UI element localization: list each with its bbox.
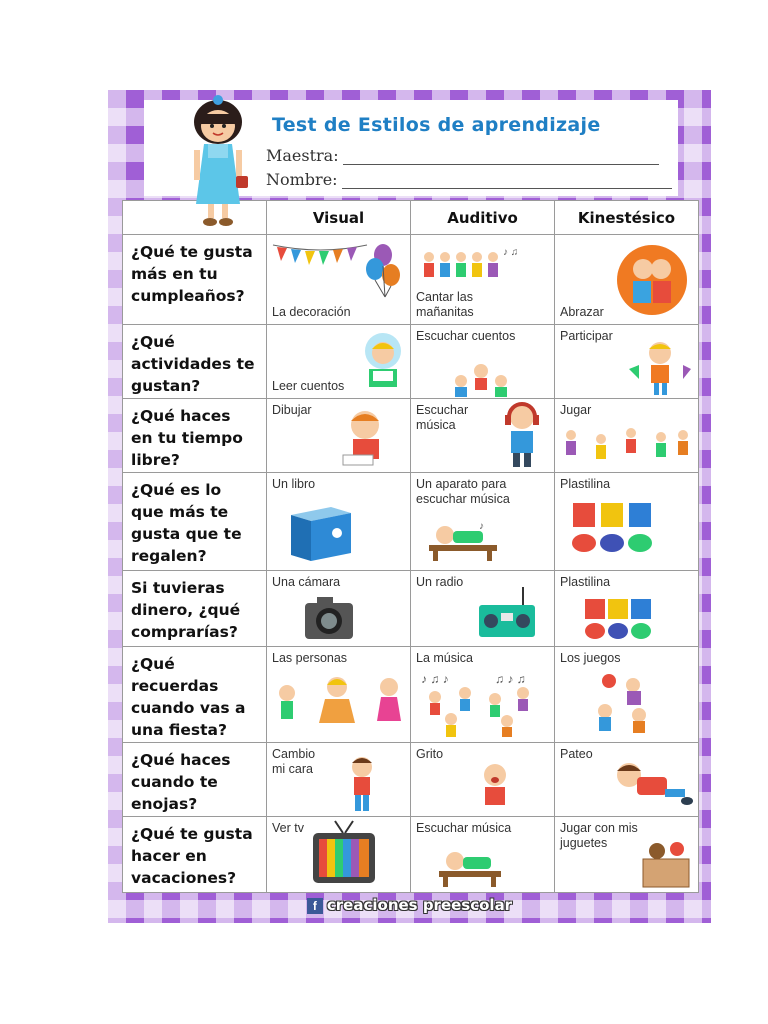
headphones-child-icon: [499, 401, 545, 471]
answer-text: Un radio: [416, 575, 464, 589]
question-cell: ¿Qué es lo que más te gusta que te regalen?: [123, 473, 267, 571]
answer-text: Escuchar música: [416, 403, 469, 432]
answer-text: Jugar con mis juguetes: [560, 821, 638, 850]
svg-text:♪ ♫ ♪: ♪ ♫ ♪: [421, 672, 449, 686]
footer-credit: [108, 896, 711, 915]
play-dough-icon: [583, 597, 653, 643]
header-auditivo: Auditivo: [411, 201, 555, 235]
answer-cell[interactable]: [411, 743, 555, 817]
answer-text: Ver tv: [272, 821, 304, 835]
answer-text: La música: [416, 651, 473, 665]
facebook-icon[interactable]: f: [307, 898, 323, 914]
answer-cell[interactable]: [267, 399, 411, 473]
playing-children-icon: [561, 425, 691, 469]
answer-text: Plastilina: [560, 477, 611, 491]
music-dancing-kids-icon: [415, 669, 551, 739]
answer-cell[interactable]: [555, 571, 699, 647]
svg-text:♪: ♪: [479, 521, 484, 532]
answer-text: Los juegos: [560, 651, 621, 665]
answer-cell[interactable]: [555, 399, 699, 473]
camera-icon: [301, 593, 357, 643]
question-cell: ¿Qué recuerdas cuando vas a una fiesta?: [123, 647, 267, 743]
question-cell: ¿Qué actividades te gustan?: [123, 325, 267, 399]
reading-child-icon: [359, 331, 407, 391]
tv-icon: [309, 819, 379, 891]
hugging-kids-icon: [615, 243, 689, 317]
answer-cell[interactable]: [555, 473, 699, 571]
games-kids-icon: [589, 671, 659, 737]
question-cell: Si tuvieras dinero, ¿qué comprarías?: [123, 571, 267, 647]
page-title: Test de Estilos de aprendizaje: [272, 114, 601, 136]
answer-cell[interactable]: [411, 817, 555, 893]
header-kinestesico: Kinestésico: [555, 201, 699, 235]
maestra-line[interactable]: [343, 163, 659, 165]
answer-text: Abrazar: [560, 305, 604, 319]
answer-text: Escuchar cuentos: [416, 329, 516, 343]
question-cell: ¿Qué te gusta hacer en vacaciones?: [123, 817, 267, 893]
table-row: [123, 399, 699, 473]
answer-text: Escuchar música: [416, 821, 512, 835]
svg-text:♫ ♪ ♫: ♫ ♪ ♫: [495, 672, 526, 686]
answer-text: Las personas: [272, 651, 348, 665]
children-singing-icon: [419, 243, 539, 287]
answer-text: Un aparato para escuchar música: [416, 477, 510, 506]
answer-cell[interactable]: [267, 743, 411, 817]
question-cell: ¿Qué te gusta más en tu cumpleaños?: [123, 235, 267, 325]
answer-text: Cantar las mañanitas: [416, 290, 474, 319]
answer-text: Cambio mi cara: [272, 747, 316, 776]
nombre-label: Nombre:: [266, 170, 338, 189]
answer-cell[interactable]: [267, 647, 411, 743]
question-cell: ¿Qué haces en tu tiempo libre?: [123, 399, 267, 473]
answer-text: Participar: [560, 329, 613, 343]
table-row: [123, 325, 699, 399]
footer-text: creaciones preescolar: [326, 896, 513, 914]
answer-cell[interactable]: [555, 235, 699, 325]
answer-cell[interactable]: [555, 743, 699, 817]
header-visual: Visual: [267, 201, 411, 235]
worksheet: [108, 90, 711, 923]
maestra-field: [266, 146, 659, 165]
toy-box-icon: [639, 839, 693, 889]
participating-child-icon: [627, 339, 693, 397]
table-row: [123, 743, 699, 817]
party-people-icon: [271, 671, 407, 739]
svg-text:♪ ♫: ♪ ♫: [503, 247, 519, 258]
answer-cell[interactable]: [267, 817, 411, 893]
answer-text: La decoración: [272, 305, 351, 319]
bunting-balloons-icon: [271, 239, 407, 299]
nombre-line[interactable]: [342, 187, 672, 189]
answer-cell[interactable]: [267, 235, 411, 325]
table-row: [123, 817, 699, 893]
answer-cell[interactable]: [267, 473, 411, 571]
kicking-child-icon: [607, 753, 693, 813]
drawing-child-icon: [339, 407, 391, 469]
maestra-label: Maestra:: [266, 146, 339, 165]
answer-text: Pateo: [560, 747, 593, 761]
screaming-child-icon: [475, 761, 515, 811]
answer-cell[interactable]: [411, 571, 555, 647]
table-row: [123, 571, 699, 647]
answer-cell[interactable]: [267, 571, 411, 647]
answer-text: Un libro: [272, 477, 316, 491]
answer-cell[interactable]: [555, 647, 699, 743]
table-row: [123, 647, 699, 743]
listening-music-child-icon: [435, 845, 505, 889]
answer-cell[interactable]: [555, 817, 699, 893]
answer-text: Dibujar: [272, 403, 312, 417]
nombre-field: [266, 170, 672, 189]
answer-cell[interactable]: [411, 647, 555, 743]
answer-text: Grito: [416, 747, 444, 761]
answer-cell[interactable]: [555, 325, 699, 399]
book-icon: [285, 503, 359, 565]
table-row: [123, 235, 699, 325]
angry-boy-icon: [345, 753, 379, 815]
listening-music-child-icon: [425, 519, 501, 563]
girl-mascot-illustration: [178, 92, 258, 232]
answer-cell[interactable]: [411, 399, 555, 473]
table-row: [123, 473, 699, 571]
answer-text: Jugar: [560, 403, 592, 417]
answer-cell[interactable]: [267, 325, 411, 399]
play-dough-icon: [571, 499, 655, 559]
question-cell: ¿Qué haces cuando te enojas?: [123, 743, 267, 817]
answer-cell[interactable]: [411, 325, 555, 399]
learning-styles-table: [122, 200, 699, 893]
answer-text: Leer cuentos: [272, 379, 345, 393]
story-listening-group-icon: [451, 363, 511, 397]
answer-cell[interactable]: [411, 235, 555, 325]
radio-icon: [477, 585, 543, 641]
answer-cell[interactable]: [411, 473, 555, 571]
answer-text: Una cámara: [272, 575, 341, 589]
answer-text: Plastilina: [560, 575, 611, 589]
